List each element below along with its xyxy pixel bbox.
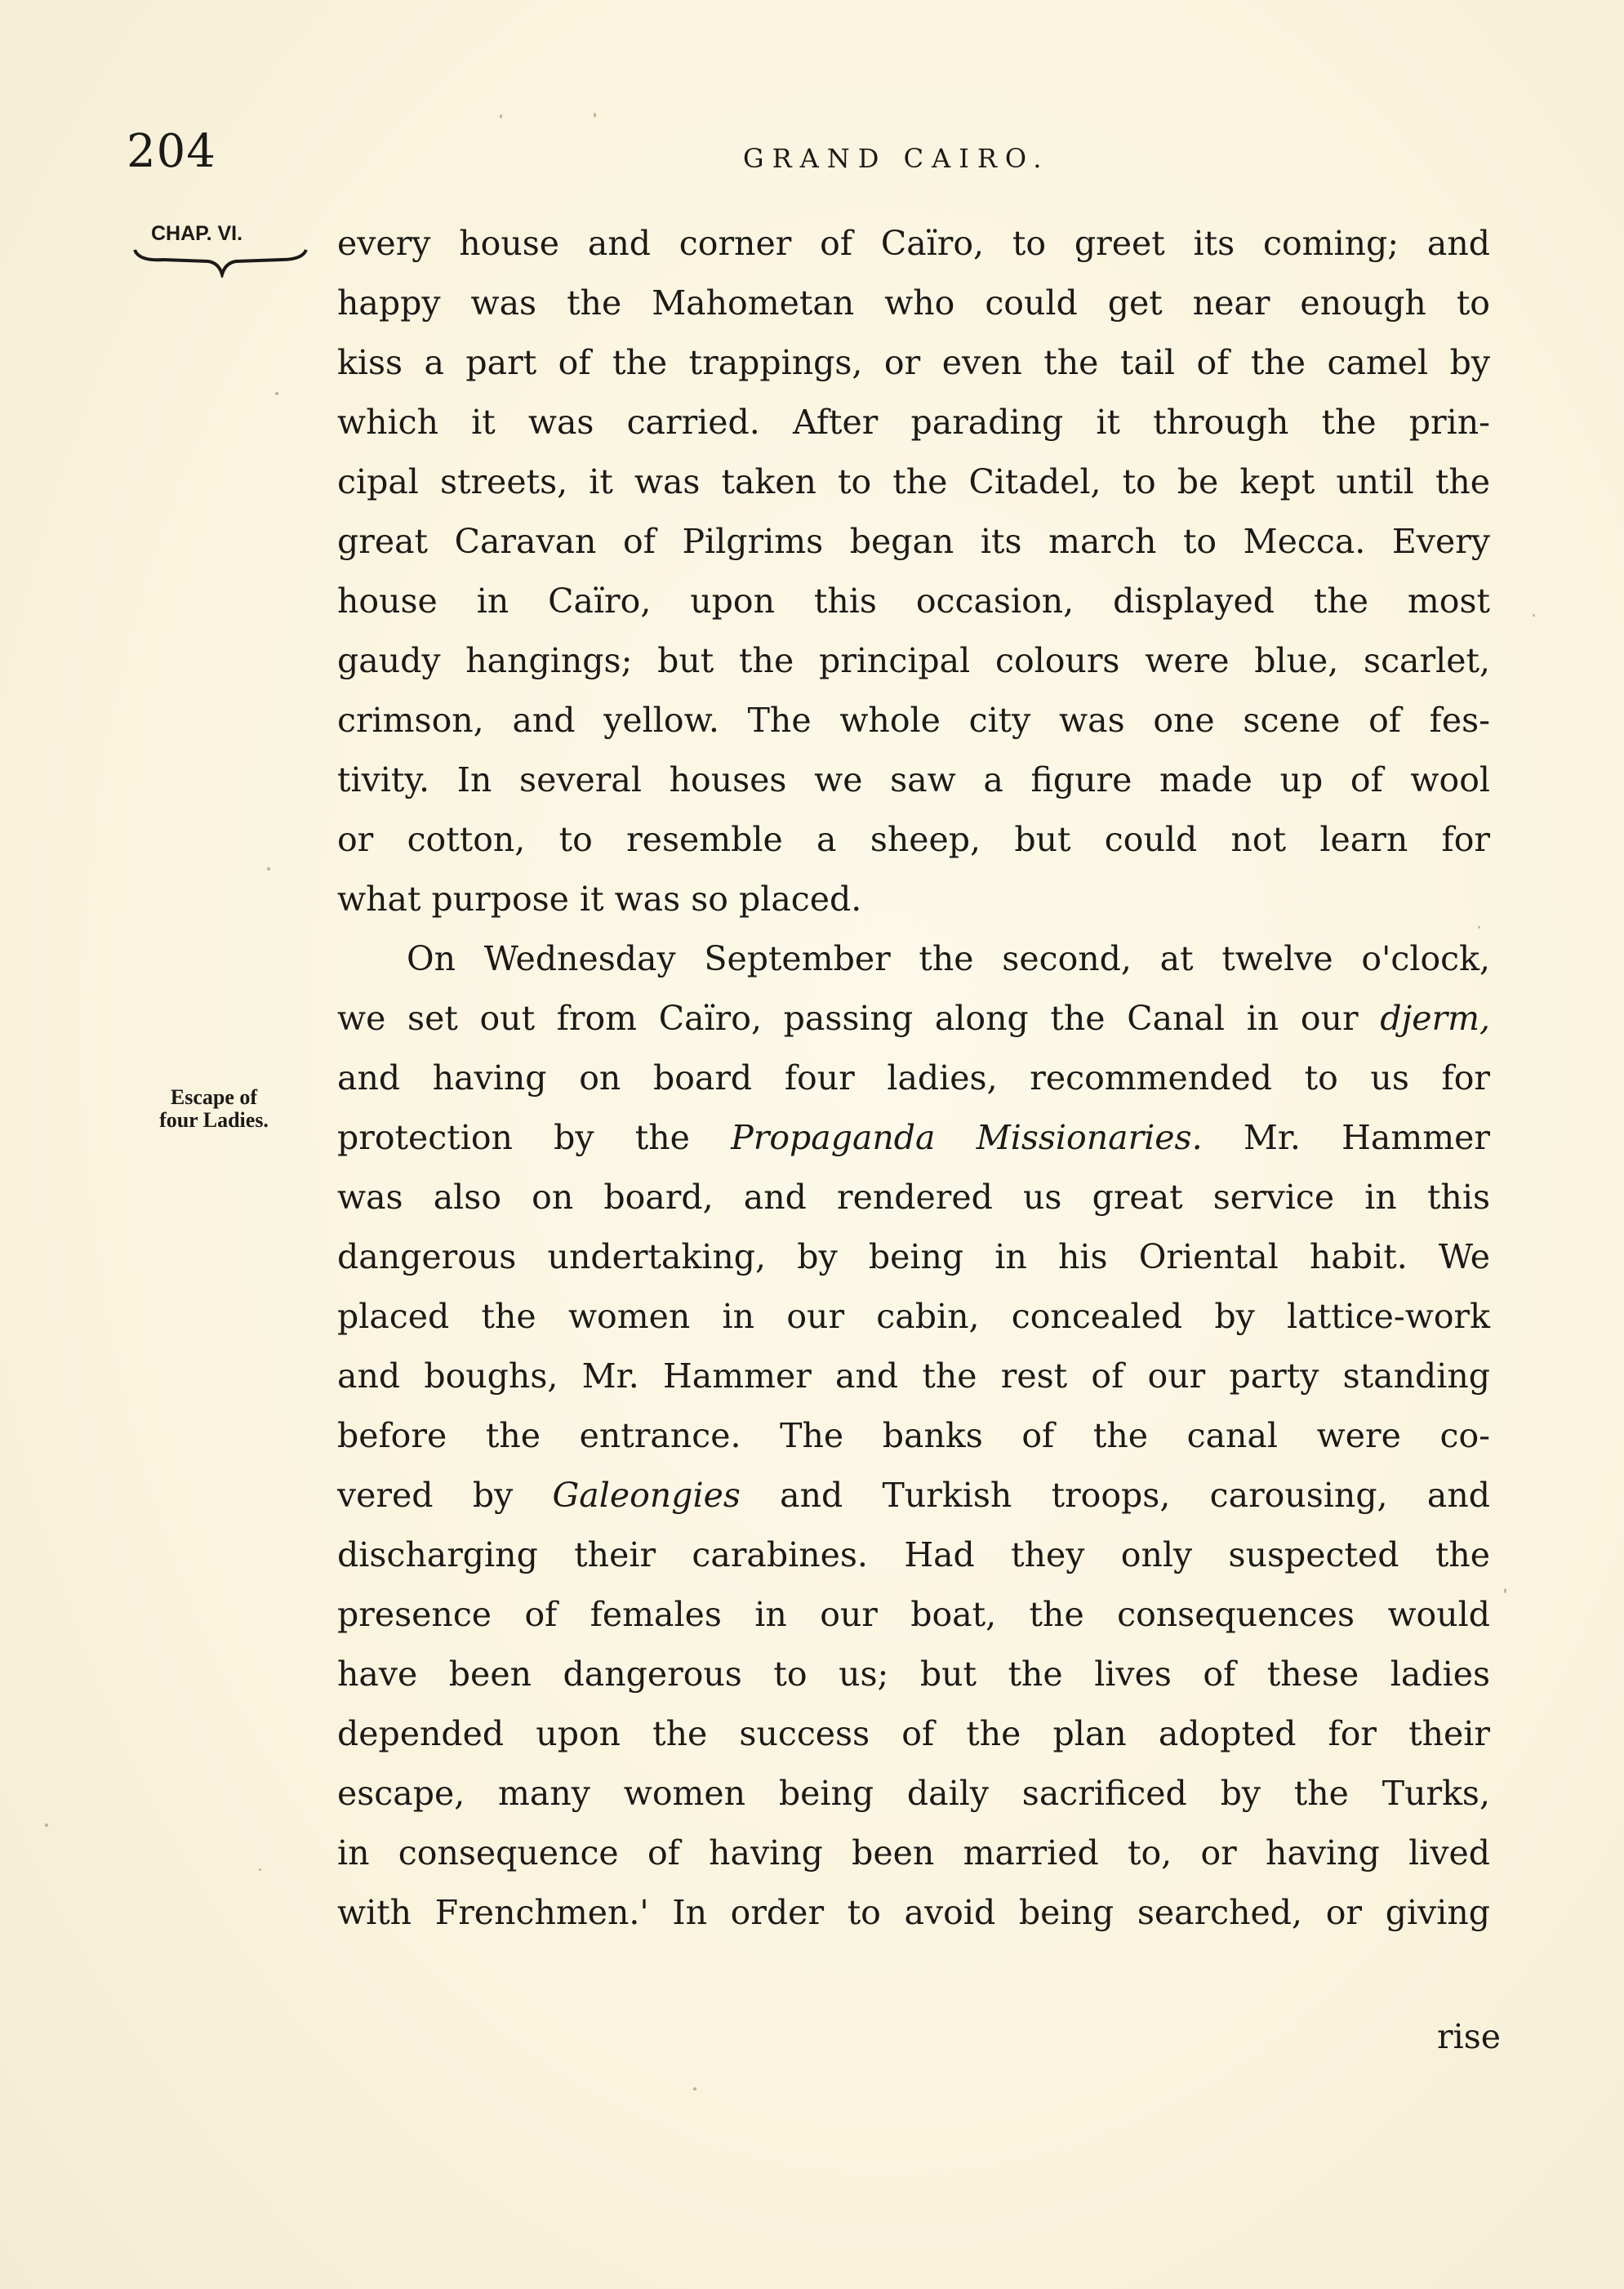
body-text: [337, 214, 1490, 1943]
side-note: [132, 1086, 296, 1132]
text-line: depended upon the success of the plan adopted for their: [337, 1714, 1490, 1753]
text-segment: Mr. Hammer: [1243, 1118, 1490, 1157]
text-line: great Caravan of Pilgrims began its march to Mecca. Every: [337, 522, 1490, 561]
paper-speck: [594, 113, 596, 118]
catchword: rise: [1437, 2017, 1502, 2056]
text-line: which it was carried. After parading it through the prin-: [337, 403, 1490, 442]
text-line: tivity. In several houses we saw a figure made up of wool: [337, 760, 1490, 799]
paper-speck: [500, 114, 502, 118]
brace-ornament-icon: [131, 245, 310, 278]
text-line: presence of females in our boat, the consequences would: [337, 1595, 1490, 1634]
italic-term: Galeongies: [552, 1476, 741, 1515]
paper-speck: [1533, 614, 1535, 617]
text-line: dangerous undertaking, by being in his Oriental habit. We: [337, 1237, 1490, 1276]
paper-speck: [45, 1824, 48, 1827]
text-line: gaudy hangings; but the principal colours were blue, scarlet,: [337, 641, 1490, 680]
text-line: cipal streets, it was taken to the Citadel, to be kept until the: [337, 462, 1490, 501]
text-line: what purpose it was so placed.: [337, 880, 862, 919]
side-note-line: four Ladies.: [159, 1108, 269, 1132]
paper-speck: [1504, 1588, 1506, 1593]
text-line: every house and corner of Caïro, to greet its coming; and: [337, 224, 1490, 263]
text-line: [337, 1466, 1490, 1525]
paper-speck: [1478, 926, 1480, 929]
text-line: [337, 989, 1490, 1049]
text-line: happy was the Mahometan who could get near enough to: [337, 283, 1490, 323]
text-segment: vered by: [337, 1476, 514, 1515]
text-line: or cotton, to resemble a sheep, but could not learn for: [337, 820, 1490, 859]
paper-speck: [267, 867, 270, 871]
text-line: before the entrance. The banks of the canal were co-: [337, 1416, 1490, 1455]
paper-speck: [259, 1868, 261, 1871]
text-line: and having on board four ladies, recommended to us for: [337, 1058, 1490, 1098]
chapter-label: CHAP. VI.: [151, 222, 243, 245]
text-line: in consequence of having been married to, or having lived: [337, 1833, 1490, 1873]
text-line: was also on board, and rendered us great service in this: [337, 1178, 1490, 1217]
text-line: with Frenchmen.' In order to avoid being searched, or giving: [337, 1893, 1490, 1932]
text-segment: and Turkish troops, carousing, and: [780, 1476, 1490, 1515]
text-line: have been dangerous to us; but the lives of these ladies: [337, 1654, 1490, 1694]
paper-speck: [693, 2087, 696, 2091]
page-number: 204: [127, 125, 216, 178]
italic-term: djerm,: [1380, 999, 1490, 1038]
italic-term: Propaganda Missionaries.: [731, 1118, 1203, 1157]
text-line: escape, many women being daily sacrificed by the Turks,: [337, 1774, 1490, 1813]
text-line: [337, 1108, 1490, 1168]
side-note-line: Escape of: [170, 1085, 258, 1109]
text-line: kiss a part of the trappings, or even the tail of the camel by: [337, 343, 1490, 382]
text-line: discharging their carabines. Had they only suspected the: [337, 1535, 1490, 1574]
paper-speck: [275, 392, 278, 395]
text-segment: we set out from Caïro, passing along the Canal in our: [337, 999, 1359, 1038]
text-line: crimson, and yellow. The whole city was one scene of fes-: [337, 701, 1490, 740]
text-line: placed the women in our cabin, concealed by lattice-work: [337, 1297, 1490, 1336]
running-head: GRAND CAIRO.: [743, 143, 1050, 174]
text-line: house in Caïro, upon this occasion, displayed the most: [337, 581, 1490, 621]
text-line: and boughs, Mr. Hammer and the rest of our party standing: [337, 1356, 1490, 1396]
text-segment: protection by the: [337, 1118, 690, 1157]
paragraph-start-line: On Wednesday September the second, at twelve o'clock,: [407, 939, 1490, 978]
